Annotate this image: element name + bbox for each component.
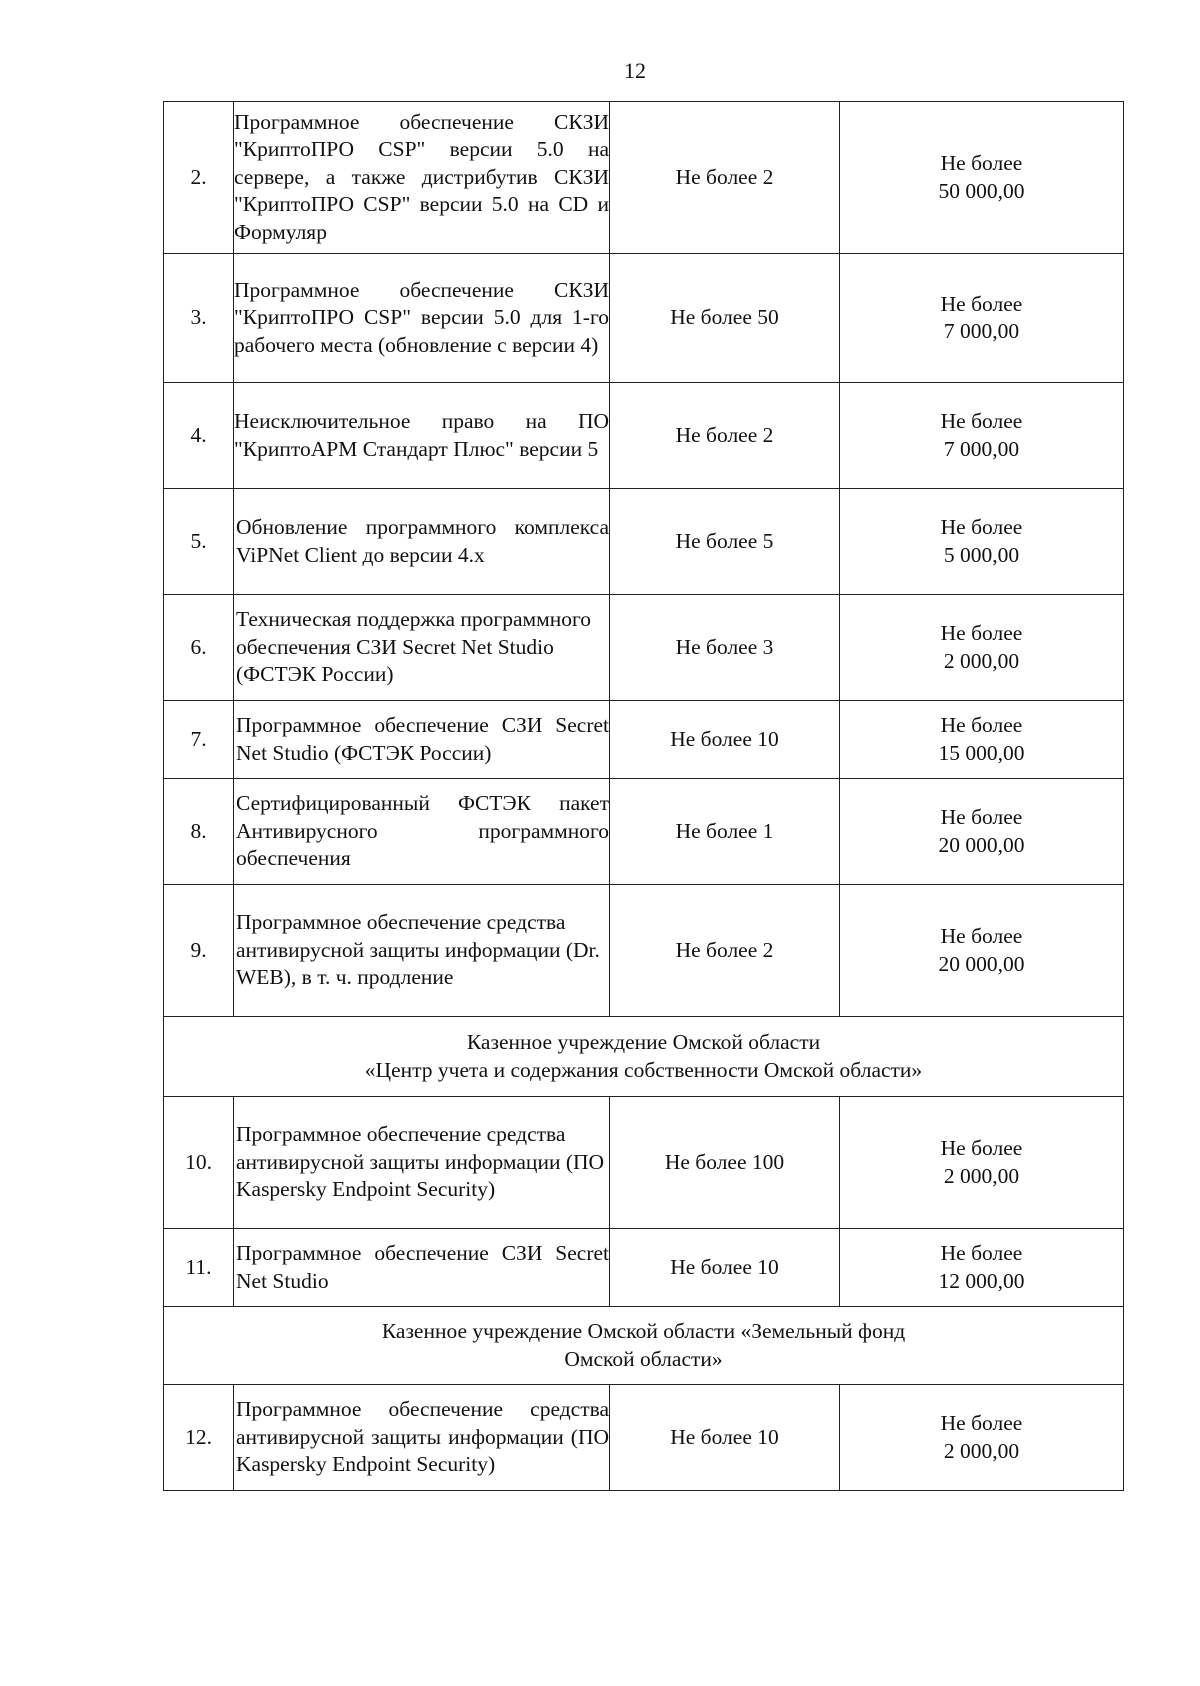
price-label: Не более [940,151,1023,175]
table-row [164,1385,1124,1491]
section-header-row [164,1017,1124,1097]
item-quantity: Не более 2 [610,383,840,489]
table-row [164,779,1124,885]
table-row [164,254,1124,383]
item-name: Программное обеспечение СЗИ Secret Net Studio (ФСТЭК России) [234,701,610,779]
price-value: 7 000,00 [943,319,1020,343]
row-number: 6. [164,595,234,701]
item-price [840,1229,1124,1307]
table-row [164,595,1124,701]
table-row [164,383,1124,489]
organization-header [164,1307,1124,1385]
item-name: Программное обеспечение средства антивирусной защиты информации (Dr. WEB), в т. ч. продление [234,885,610,1017]
item-price [840,885,1124,1017]
organization-line-2: Омской области» [564,1346,723,1371]
price-value: 5 000,00 [943,542,1020,567]
item-price [840,1097,1124,1229]
price-value: 7 000,00 [943,436,1020,461]
table-row [164,1229,1124,1307]
organization-line-2: «Центр учета и содержания собственности Омской области» [364,1057,923,1082]
row-number: 8. [164,779,234,885]
item-name: Программное обеспечение средства антивирусной защиты информации (ПО Kaspersky Endpoint Security) [234,1385,610,1491]
price-label: Не более [940,1136,1023,1160]
item-name: Программное обеспечение СКЗИ "КриптоПРО CSP" версии 5.0 на сервере, а также дистрибутив СКЗИ "КриптоПРО CSP" версии 5.0 на CD и Формуляр [234,102,610,254]
price-label: Не более [940,924,1023,948]
price-value: 15 000,00 [938,740,1025,765]
item-price [840,102,1124,254]
price-label: Не более [940,291,1023,316]
price-label: Не более [940,621,1023,645]
price-value: 2 000,00 [943,648,1020,673]
price-label: Не более [940,805,1023,829]
table-row [164,1097,1124,1229]
item-name: Программное обеспечение СКЗИ "КриптоПРО CSP" версии 5.0 для 1-го рабочего места (обновление с версии 4) [234,254,610,383]
price-label: Не более [940,409,1023,433]
row-number: 3. [164,254,234,383]
item-quantity: Не более 5 [610,489,840,595]
item-quantity: Не более 1 [610,779,840,885]
item-name: Обновление программного комплекса ViPNet Client до версии 4.x [234,489,610,595]
price-label: Не более [940,515,1023,539]
item-price [840,701,1124,779]
row-number: 10. [164,1097,234,1229]
table-row [164,885,1124,1017]
row-number: 4. [164,383,234,489]
row-number: 5. [164,489,234,595]
item-price [840,383,1124,489]
procurement-table [163,101,1124,1491]
item-quantity: Не более 50 [610,254,840,383]
organization-line-1: Казенное учреждение Омской области «Земельный фонд [381,1319,906,1343]
price-value: 12 000,00 [938,1268,1025,1293]
item-quantity: Не более 2 [610,885,840,1017]
row-number: 12. [164,1385,234,1491]
price-value: 2 000,00 [943,1438,1020,1463]
item-price [840,595,1124,701]
item-quantity: Не более 2 [610,102,840,254]
item-quantity: Не более 100 [610,1097,840,1229]
organization-header [164,1017,1124,1097]
price-value: 50 000,00 [938,178,1025,203]
table-row [164,701,1124,779]
row-number: 11. [164,1229,234,1307]
item-name: Техническая поддержка программного обеспечения СЗИ Secret Net Studio (ФСТЭК России) [234,595,610,701]
item-quantity: Не более 3 [610,595,840,701]
table-row [164,102,1124,254]
item-price [840,1385,1124,1491]
price-value: 20 000,00 [938,832,1025,857]
item-quantity: Не более 10 [610,701,840,779]
item-quantity: Не более 10 [610,1385,840,1491]
item-price [840,489,1124,595]
section-header-row [164,1307,1124,1385]
table-row [164,489,1124,595]
row-number: 9. [164,885,234,1017]
price-value: 20 000,00 [938,951,1025,976]
item-name: Неисключительное право на ПО "КриптоАРМ Стандарт Плюс" версии 5 [234,383,610,489]
page-number: 12 [624,58,646,83]
item-price [840,779,1124,885]
organization-line-1: Казенное учреждение Омской области [466,1030,821,1054]
item-name: Программное обеспечение СЗИ Secret Net Studio [234,1229,610,1307]
price-label: Не более [940,1411,1023,1435]
item-name: Сертифицированный ФСТЭК пакет Антивирусного программного обеспечения [234,779,610,885]
row-number: 7. [164,701,234,779]
price-value: 2 000,00 [943,1163,1020,1188]
item-price [840,254,1124,383]
price-label: Не более [940,713,1023,737]
price-label: Не более [940,1241,1023,1265]
row-number: 2. [164,102,234,254]
item-name: Программное обеспечение средства антивирусной защиты информации (ПО Kaspersky Endpoint Security) [234,1097,610,1229]
item-quantity: Не более 10 [610,1229,840,1307]
